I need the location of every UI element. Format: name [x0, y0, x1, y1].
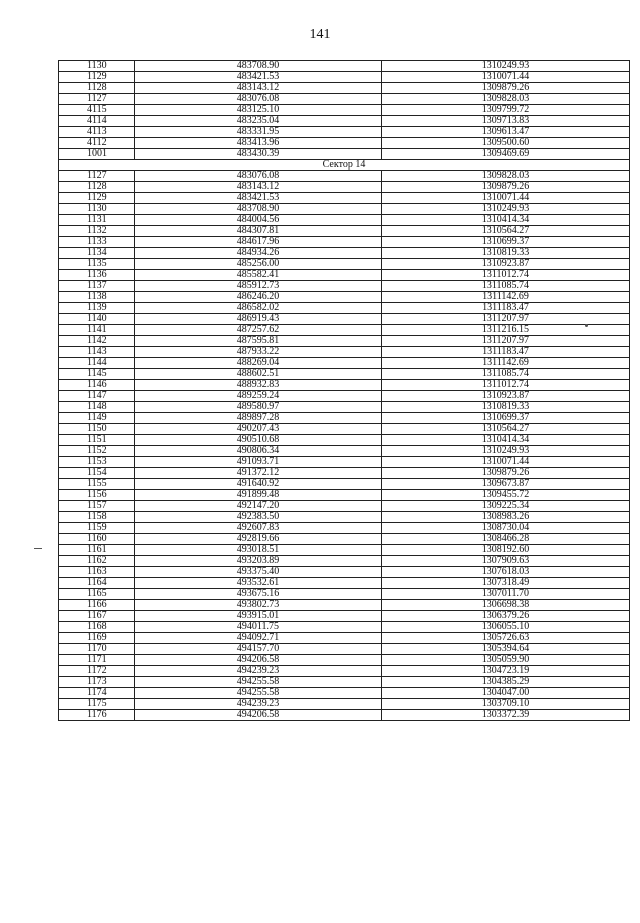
point-id-cell: 1143	[59, 347, 135, 358]
y-coordinate-cell: 1309455.72	[382, 490, 630, 501]
table-row	[59, 116, 630, 127]
y-coordinate-cell: 1308983.26	[382, 512, 630, 523]
table-row	[59, 413, 630, 424]
point-id-cell: 1146	[59, 380, 135, 391]
x-coordinate-cell: 490207.43	[135, 424, 382, 435]
y-coordinate-cell: 1309879.26	[382, 83, 630, 94]
table-row	[59, 534, 630, 545]
x-coordinate-cell: 483413.96	[135, 138, 382, 149]
table-row	[59, 204, 630, 215]
x-coordinate-cell: 485256.00	[135, 259, 382, 270]
x-coordinate-cell: 487257.62	[135, 325, 382, 336]
point-id-cell: 1160	[59, 534, 135, 545]
x-coordinate-cell: 494157.70	[135, 644, 382, 655]
x-coordinate-cell: 493375.40	[135, 567, 382, 578]
y-coordinate-cell: 1309828.03	[382, 94, 630, 105]
y-coordinate-cell: 1310414.34	[382, 215, 630, 226]
y-coordinate-cell: 1311207.97	[382, 336, 630, 347]
table-row	[59, 501, 630, 512]
point-id-cell: 1131	[59, 215, 135, 226]
x-coordinate-cell: 491093.71	[135, 457, 382, 468]
table-row	[59, 182, 630, 193]
table-row	[59, 644, 630, 655]
x-coordinate-cell: 494255.58	[135, 677, 382, 688]
y-coordinate-cell: 1305726.63	[382, 633, 630, 644]
point-id-cell: 1157	[59, 501, 135, 512]
y-coordinate-cell: 1309879.26	[382, 182, 630, 193]
y-coordinate-cell: 1310923.87	[382, 259, 630, 270]
x-coordinate-cell: 493915.01	[135, 611, 382, 622]
x-coordinate-cell: 493675.16	[135, 589, 382, 600]
table-row	[59, 391, 630, 402]
point-id-cell: 1142	[59, 336, 135, 347]
point-id-cell: 1127	[59, 171, 135, 182]
point-id-cell: 1171	[59, 655, 135, 666]
x-coordinate-cell: 483331.95	[135, 127, 382, 138]
point-id-cell: 1137	[59, 281, 135, 292]
point-id-cell: 1133	[59, 237, 135, 248]
x-coordinate-cell: 493532.61	[135, 578, 382, 589]
y-coordinate-cell: 1307909.63	[382, 556, 630, 567]
x-coordinate-cell: 494239.23	[135, 699, 382, 710]
x-coordinate-cell: 494239.23	[135, 666, 382, 677]
table-row	[59, 523, 630, 534]
table-row	[59, 138, 630, 149]
point-id-cell: 1134	[59, 248, 135, 259]
table-row	[59, 94, 630, 105]
x-coordinate-cell: 483708.90	[135, 204, 382, 215]
y-coordinate-cell: 1309613.47	[382, 127, 630, 138]
x-coordinate-cell: 491640.92	[135, 479, 382, 490]
y-coordinate-cell: 1310923.87	[382, 391, 630, 402]
table-row	[59, 655, 630, 666]
point-id-cell: 1128	[59, 83, 135, 94]
y-coordinate-cell: 1306698.38	[382, 600, 630, 611]
point-id-cell: 1153	[59, 457, 135, 468]
x-coordinate-cell: 486582.02	[135, 303, 382, 314]
sector-row	[59, 160, 630, 171]
point-id-cell: 4112	[59, 138, 135, 149]
point-id-cell: 1176	[59, 710, 135, 721]
x-coordinate-cell: 494011.75	[135, 622, 382, 633]
x-coordinate-cell: 491372.12	[135, 468, 382, 479]
y-coordinate-cell: 1307011.70	[382, 589, 630, 600]
y-coordinate-cell: 1303709.10	[382, 699, 630, 710]
y-coordinate-cell: 1311183.47	[382, 303, 630, 314]
page-number: 141	[309, 27, 331, 42]
x-coordinate-cell: 488602.51	[135, 369, 382, 380]
table-row	[59, 567, 630, 578]
table-row	[59, 105, 630, 116]
x-coordinate-cell: 483076.08	[135, 171, 382, 182]
x-coordinate-cell: 483143.12	[135, 182, 382, 193]
table-row	[59, 622, 630, 633]
x-coordinate-cell: 483125.10	[135, 105, 382, 116]
x-coordinate-cell: 486919.43	[135, 314, 382, 325]
y-coordinate-cell: 1310699.37	[382, 237, 630, 248]
table-row	[59, 215, 630, 226]
y-coordinate-cell: 1309799.72	[382, 105, 630, 116]
point-id-cell: 1168	[59, 622, 135, 633]
y-coordinate-cell: 1310564.27	[382, 424, 630, 435]
point-id-cell: 1136	[59, 270, 135, 281]
table-row	[59, 589, 630, 600]
table-row	[59, 325, 630, 336]
y-coordinate-cell: 1311012.74	[382, 380, 630, 391]
point-id-cell: 1144	[59, 358, 135, 369]
x-coordinate-cell: 489580.97	[135, 402, 382, 413]
x-coordinate-cell: 487933.22	[135, 347, 382, 358]
y-coordinate-cell: 1310564.27	[382, 226, 630, 237]
y-coordinate-cell: 1304723.19	[382, 666, 630, 677]
point-id-cell: 1135	[59, 259, 135, 270]
table-row	[59, 380, 630, 391]
point-id-cell: 1159	[59, 523, 135, 534]
y-coordinate-cell: 1311183.47	[382, 347, 630, 358]
x-coordinate-cell: 493802.73	[135, 600, 382, 611]
sector-label: Сектор 14	[59, 160, 630, 171]
table-row	[59, 457, 630, 468]
table-row	[59, 578, 630, 589]
y-coordinate-cell: 1310249.93	[382, 61, 630, 72]
table-row	[59, 72, 630, 83]
x-coordinate-cell: 483708.90	[135, 61, 382, 72]
y-coordinate-cell: 1310699.37	[382, 413, 630, 424]
point-id-cell: 4113	[59, 127, 135, 138]
x-coordinate-cell: 494255.58	[135, 688, 382, 699]
x-coordinate-cell: 493203.89	[135, 556, 382, 567]
point-id-cell: 1129	[59, 193, 135, 204]
point-id-cell: 1141	[59, 325, 135, 336]
x-coordinate-cell: 484617.96	[135, 237, 382, 248]
table-row	[59, 61, 630, 72]
y-coordinate-cell: 1310249.93	[382, 204, 630, 215]
x-coordinate-cell: 494092.71	[135, 633, 382, 644]
y-coordinate-cell: 1305394.64	[382, 644, 630, 655]
x-coordinate-cell: 489259.24	[135, 391, 382, 402]
x-coordinate-cell: 488269.04	[135, 358, 382, 369]
y-coordinate-cell: 1305059.90	[382, 655, 630, 666]
table-row	[59, 490, 630, 501]
y-coordinate-cell: 1309225.34	[382, 501, 630, 512]
table-row	[59, 446, 630, 457]
point-id-cell: 1167	[59, 611, 135, 622]
y-coordinate-cell: 1311216.15	[382, 325, 630, 336]
sector-header-group	[59, 160, 630, 171]
table-row	[59, 468, 630, 479]
table-row	[59, 303, 630, 314]
table-row	[59, 248, 630, 259]
y-coordinate-cell: 1311142.69	[382, 358, 630, 369]
point-id-cell: 1162	[59, 556, 135, 567]
point-id-cell: 1148	[59, 402, 135, 413]
point-id-cell: 1130	[59, 204, 135, 215]
x-coordinate-cell: 494206.58	[135, 655, 382, 666]
x-coordinate-cell: 490510.68	[135, 435, 382, 446]
table-row	[59, 556, 630, 567]
point-id-cell: 1158	[59, 512, 135, 523]
y-coordinate-cell: 1304047.00	[382, 688, 630, 699]
x-coordinate-cell: 492819.66	[135, 534, 382, 545]
table-row	[59, 545, 630, 556]
x-coordinate-cell: 487595.81	[135, 336, 382, 347]
table-row	[59, 479, 630, 490]
y-coordinate-cell: 1307618.03	[382, 567, 630, 578]
y-coordinate-cell: 1309879.26	[382, 468, 630, 479]
table-row	[59, 358, 630, 369]
table-row	[59, 512, 630, 523]
x-coordinate-cell: 484307.81	[135, 226, 382, 237]
point-id-cell: 4115	[59, 105, 135, 116]
table-row	[59, 281, 630, 292]
table-row	[59, 369, 630, 380]
table-row	[59, 336, 630, 347]
y-coordinate-cell: 1308466.28	[382, 534, 630, 545]
point-id-cell: 1128	[59, 182, 135, 193]
x-coordinate-cell: 483421.53	[135, 193, 382, 204]
y-coordinate-cell: 1306055.10	[382, 622, 630, 633]
point-id-cell: 1127	[59, 94, 135, 105]
table-row	[59, 193, 630, 204]
table-row	[59, 688, 630, 699]
table-body-after	[59, 171, 630, 721]
table-row	[59, 402, 630, 413]
y-coordinate-cell: 1309828.03	[382, 171, 630, 182]
table-row	[59, 83, 630, 94]
table-row	[59, 292, 630, 303]
table-row	[59, 226, 630, 237]
point-id-cell: 4114	[59, 116, 135, 127]
point-id-cell: 1147	[59, 391, 135, 402]
table-row	[59, 611, 630, 622]
point-id-cell: 1170	[59, 644, 135, 655]
point-id-cell: 1154	[59, 468, 135, 479]
table-row	[59, 677, 630, 688]
point-id-cell: 1145	[59, 369, 135, 380]
table-row	[59, 710, 630, 721]
table-row	[59, 237, 630, 248]
x-coordinate-cell: 492147.20	[135, 501, 382, 512]
x-coordinate-cell: 489897.28	[135, 413, 382, 424]
y-coordinate-cell: 1306379.26	[382, 611, 630, 622]
y-coordinate-cell: 1311207.97	[382, 314, 630, 325]
table-row	[59, 600, 630, 611]
y-coordinate-cell: 1310071.44	[382, 193, 630, 204]
y-coordinate-cell: 1311142.69	[382, 292, 630, 303]
x-coordinate-cell: 483076.08	[135, 94, 382, 105]
x-coordinate-cell: 485582.41	[135, 270, 382, 281]
point-id-cell: 1138	[59, 292, 135, 303]
x-coordinate-cell: 492383.50	[135, 512, 382, 523]
x-coordinate-cell: 493018.51	[135, 545, 382, 556]
x-coordinate-cell: 483421.53	[135, 72, 382, 83]
point-id-cell: 1132	[59, 226, 135, 237]
point-id-cell: 1130	[59, 61, 135, 72]
x-coordinate-cell: 491899.48	[135, 490, 382, 501]
y-coordinate-cell: 1303372.39	[382, 710, 630, 721]
point-id-cell: 1169	[59, 633, 135, 644]
stray-dot	[585, 324, 588, 327]
table-row	[59, 666, 630, 677]
y-coordinate-cell: 1311085.74	[382, 281, 630, 292]
x-coordinate-cell: 492607.83	[135, 523, 382, 534]
table-row	[59, 424, 630, 435]
table-row	[59, 347, 630, 358]
x-coordinate-cell: 484934.26	[135, 248, 382, 259]
y-coordinate-cell: 1309673.87	[382, 479, 630, 490]
y-coordinate-cell: 1310414.34	[382, 435, 630, 446]
point-id-cell: 1164	[59, 578, 135, 589]
table-row	[59, 171, 630, 182]
y-coordinate-cell: 1309500.60	[382, 138, 630, 149]
y-coordinate-cell: 1308730.04	[382, 523, 630, 534]
point-id-cell: 1173	[59, 677, 135, 688]
y-coordinate-cell: 1309469.69	[382, 149, 630, 160]
point-id-cell: 1156	[59, 490, 135, 501]
x-coordinate-cell: 483143.12	[135, 83, 382, 94]
table-body-before	[59, 61, 630, 160]
table-row	[59, 699, 630, 710]
point-id-cell: 1165	[59, 589, 135, 600]
y-coordinate-cell: 1308192.60	[382, 545, 630, 556]
x-coordinate-cell: 484004.56	[135, 215, 382, 226]
point-id-cell: 1163	[59, 567, 135, 578]
margin-mark	[34, 548, 42, 549]
table-row	[59, 314, 630, 325]
point-id-cell: 1166	[59, 600, 135, 611]
point-id-cell: 1155	[59, 479, 135, 490]
coordinates-table	[58, 60, 630, 721]
table-row	[59, 127, 630, 138]
x-coordinate-cell: 488932.83	[135, 380, 382, 391]
x-coordinate-cell: 486246.20	[135, 292, 382, 303]
table-row	[59, 633, 630, 644]
x-coordinate-cell: 483430.39	[135, 149, 382, 160]
y-coordinate-cell: 1311012.74	[382, 270, 630, 281]
point-id-cell: 1152	[59, 446, 135, 457]
x-coordinate-cell: 483235.04	[135, 116, 382, 127]
point-id-cell: 1129	[59, 72, 135, 83]
y-coordinate-cell: 1310819.33	[382, 248, 630, 259]
y-coordinate-cell: 1304385.29	[382, 677, 630, 688]
y-coordinate-cell: 1310071.44	[382, 72, 630, 83]
table-row	[59, 270, 630, 281]
x-coordinate-cell: 490806.34	[135, 446, 382, 457]
x-coordinate-cell: 494206.58	[135, 710, 382, 721]
point-id-cell: 1174	[59, 688, 135, 699]
y-coordinate-cell: 1307318.49	[382, 578, 630, 589]
point-id-cell: 1150	[59, 424, 135, 435]
y-coordinate-cell: 1310819.33	[382, 402, 630, 413]
point-id-cell: 1140	[59, 314, 135, 325]
table-row	[59, 259, 630, 270]
y-coordinate-cell: 1310071.44	[382, 457, 630, 468]
table-row	[59, 435, 630, 446]
point-id-cell: 1139	[59, 303, 135, 314]
point-id-cell: 1149	[59, 413, 135, 424]
point-id-cell: 1151	[59, 435, 135, 446]
table-row	[59, 149, 630, 160]
point-id-cell: 1001	[59, 149, 135, 160]
point-id-cell: 1161	[59, 545, 135, 556]
point-id-cell: 1175	[59, 699, 135, 710]
y-coordinate-cell: 1310249.93	[382, 446, 630, 457]
y-coordinate-cell: 1309713.83	[382, 116, 630, 127]
x-coordinate-cell: 485912.73	[135, 281, 382, 292]
point-id-cell: 1172	[59, 666, 135, 677]
y-coordinate-cell: 1311085.74	[382, 369, 630, 380]
